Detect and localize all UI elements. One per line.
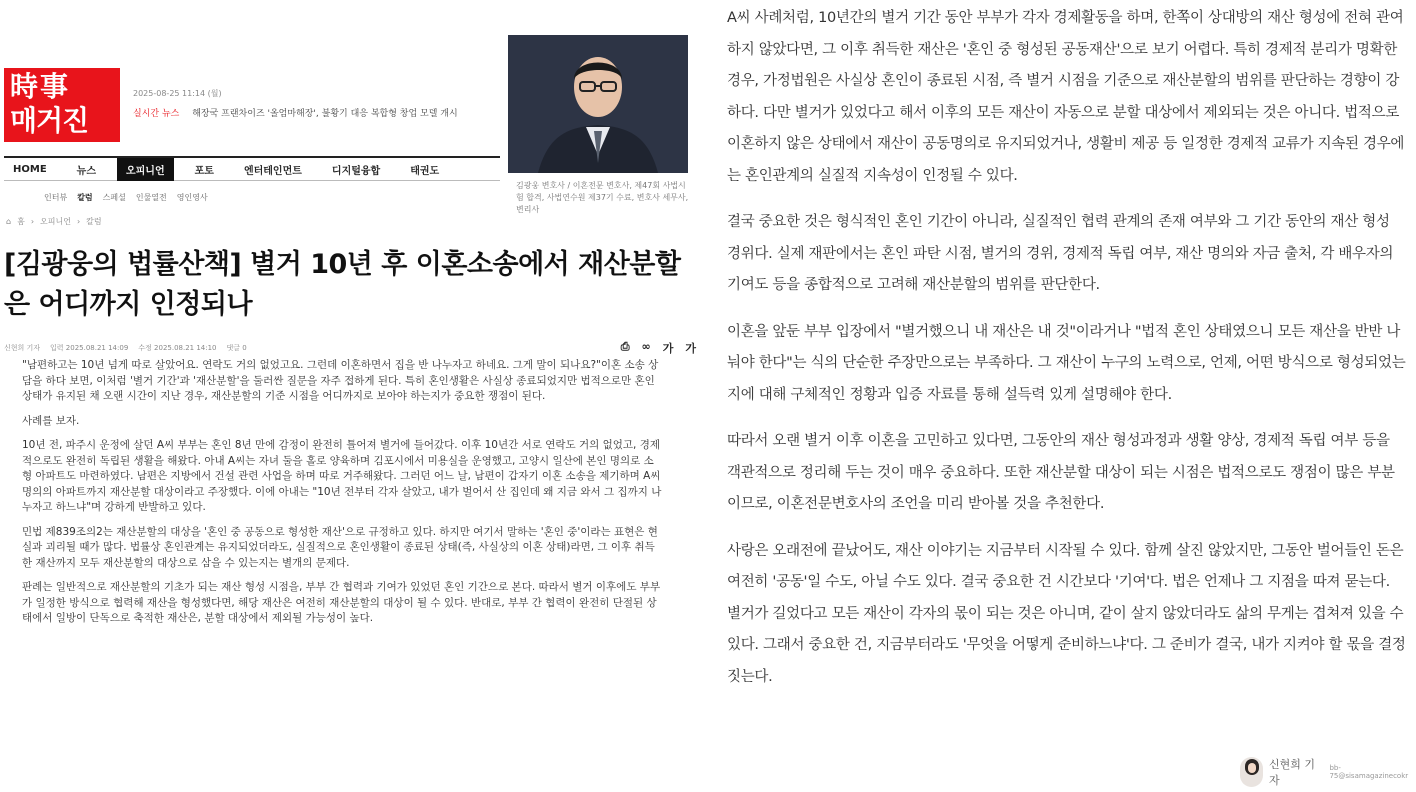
reporter-signature xyxy=(1240,756,1416,788)
reporter-name: 신현희 기자 xyxy=(1269,758,1316,787)
paragraph: A씨 사례처럼, 10년간의 별거 기간 동안 부부가 각자 경제활동을 하며, 한쪽이 상대방의 재산 형성에 전혀 관여하지 않았다면, 그 이후 취득한 재산은 '혼인 중 형성된 공동재산'으로 보기 어렵다. 특히 경제적 분리가 명확한 경우, 가정법원은 사실상 혼인이 종료된 시점, 즉 별거 시점을 기준으로 재산분할의 범위를 판단하는 경향이 강하다. 다만 별거가 있었다고 해서 이후의 모든 재산이 자동으로 분할 대상에서 제외되는 것은 아니다. 법적으로 이혼하지 않은 상태에서 재산이 공동명의로 유지되었거나, 생활비 제공 등 일정한 경제적 교류가 지속된 경우에는 혼인관계의 실질적 지속성이 인정될 수 있다. xyxy=(727,10,1405,184)
paragraph: 사례를 보자. xyxy=(22,414,80,427)
chevron-right-icon: › xyxy=(76,217,81,226)
subnav-special[interactable]: 스페셜 xyxy=(102,193,126,202)
article-body-left xyxy=(22,358,662,636)
ticker-text[interactable]: 해장국 프랜차이즈 '올엄마해장', 불황기 대응 복합형 창업 모델 개시 xyxy=(192,109,458,119)
portrait-illustration xyxy=(508,35,688,173)
nav-opinion[interactable]: 오피니언 xyxy=(117,158,174,181)
link-icon[interactable]: ∞ xyxy=(641,340,651,353)
subnav-people[interactable]: 인물열전 xyxy=(135,193,167,202)
logo-line1: 時事 xyxy=(10,70,71,103)
paragraph: 따라서 오랜 별거 이후 이혼을 고민하고 있다면, 그동안의 재산 형성과정과 생활 양상, 경제적 독립 여부 등을 객관적으로 정리해 두는 것이 매우 중요하다. 또한 재산분할 대상이 되는 시점은 법적으로도 쟁점이 많은 부분이므로, 이혼전문변호사의 조언을 미리 받아볼 것을 추천한다. xyxy=(727,433,1395,512)
home-icon[interactable]: ⌂ xyxy=(6,217,12,226)
avatar xyxy=(1240,757,1263,787)
paragraph: 민법 제839조의2는 재산분할의 대상을 '혼인 중 공동으로 형성한 재산'으로 규정하고 있다. 하지만 여기서 말하는 '혼인 중'이라는 표현은 현실과 괴리될 때가 많다. 법률상 혼인관계는 유지되었더라도, 실질적으로 혼인생활이 종료된 상태(즉, 사실상의 이혼 상태)라면, 그 이후 취득한 재산까지 모두 재산분할의 대상으로 삼을 수 있는지는 별개의 문제다. xyxy=(22,525,658,569)
left-article-panel xyxy=(0,0,700,792)
paragraph: 사랑은 오래전에 끝났어도, 재산 이야기는 지금부터 시작될 수 있다. 함께 살진 않았지만, 그동안 벌어들인 돈은 여전히 '공동'일 수도, 아닐 수도 있다. 결국 중요한 건 시간보다 '기여'다. 법은 언제나 그 지점을 따져 묻는다. 별거가 길었다고 모든 재산이 각자의 몫이 되는 것은 아니며, 같이 살지 않았더라도 삶의 무게는 겹쳐져 있을 수 있다. 그래서 중요한 건, 지금부터라도 '무엇을 어떻게 준비하느냐'다. 그 준비가 결국, 내가 지켜야 할 몫을 결정짓는다. xyxy=(727,542,1406,685)
subnav-interview[interactable]: 인터뷰 xyxy=(44,193,68,202)
paragraph: 이혼을 앞둔 부부 입장에서 "별거했으니 내 재산은 내 것"이라거나 "법적 혼인 상태였으니 모든 재산을 반반 나눠야 한다"는 식의 단순한 주장만으로는 부족하다. 그 재산이 누구의 노력으로, 언제, 어떤 방식으로 형성되었는지에 대해 구체적인 정황과 입증 자료를 통해 설득력 있게 설명해야 한다. xyxy=(727,323,1406,403)
site-logo[interactable] xyxy=(4,68,120,142)
paragraph: 10년 전, 파주시 운정에 살던 A씨 부부는 혼인 8년 만에 감정이 완전히 틀어져 별거에 들어갔다. 이후 10년간 서로 연락도 거의 없었고, 경제적으로도 완전히 독립된 생활을 해왔다. 아내 A씨는 자녀 둘을 홀로 양육하며 김포시에서 미용실을 운영했고, 고양시 일산에 본인 명의로 소형 아파트도 마련하였다. 남편은 지방에서 건설 관련 사업을 하며 따로 거주해왔다. 그러던 어느 날, 남편이 갑자기 이혼 소송을 제기하며 A씨 명의의 아파트까지 재산분할 대상이라고 주장했다. 이에 아내는 "10년 전부터 각자 살았고, 내가 벌어서 산 집인데 왜 지금 와서 그 집까지 나누자고 하느냐"며 강하게 반발하고 있다. xyxy=(22,439,662,513)
nav-entertainment[interactable]: 엔터테인먼트 xyxy=(243,165,302,177)
comment-count[interactable]: 댓글 0 xyxy=(226,344,247,352)
nav-digital[interactable]: 디지털융합 xyxy=(331,165,381,177)
print-icon[interactable]: ⎙ xyxy=(620,340,630,353)
main-navigation xyxy=(4,156,500,181)
nav-news[interactable]: 뉴스 xyxy=(76,165,96,177)
paragraph: 결국 중요한 것은 형식적인 혼인 기간이 아니라, 실질적인 협력 관계의 존재 여부와 그 기간 동안의 재산 형성 경위다. 실제 재판에서는 혼인 파탄 시점, 별거의 경위, 경제적 독립 여부, 재산 명의와 자금 출처, 각 배우자의 기여도 등을 종합적으로 고려해 재산분할의 범위를 판단한다. xyxy=(727,214,1394,293)
font-small-button[interactable]: 가 xyxy=(662,342,674,355)
subnav-column[interactable]: 칼럼 xyxy=(77,193,93,202)
nav-photo[interactable]: 포토 xyxy=(194,165,214,177)
header-datetime: 2025-08-25 11:14 (월) xyxy=(133,89,222,98)
modified-time: 수정 2025.08.21 14:10 xyxy=(138,344,217,352)
article-tools xyxy=(621,340,696,356)
logo-line2: 매거진 xyxy=(10,104,89,137)
article-meta xyxy=(4,340,696,356)
breadcrumb-opinion[interactable]: 오피니언 xyxy=(40,217,71,226)
photo-caption: 김광웅 변호사 / 이혼전문 변호사, 제47회 사법시험 합격, 사법연수원 제37기 수료, 변호사 세무사, 변리사 xyxy=(516,181,689,214)
breadcrumb-column[interactable]: 칼럼 xyxy=(86,217,102,226)
nav-home[interactable]: HOME xyxy=(13,163,47,175)
author-byline: 신현희 기자 xyxy=(4,344,41,352)
breadcrumb-home[interactable]: 홈 xyxy=(17,217,25,226)
article-body-right xyxy=(727,0,1407,708)
reporter-email[interactable]: bb-75@sisamagazinecokr xyxy=(1329,764,1409,780)
subnav-misc[interactable]: 영인영사 xyxy=(176,193,208,202)
article-headline: [김광웅의 법률산책] 별거 10년 후 이혼소송에서 재산분할은 어디까지 인정되나 xyxy=(4,249,681,320)
chevron-right-icon: › xyxy=(30,217,35,226)
paragraph: 판례는 일반적으로 재산분할의 기초가 되는 재산 형성 시점을, 부부 간 협력과 기여가 있었던 혼인 기간으로 본다. 따라서 별거 이후에도 부부가 일정한 방식으로 협력해 재산을 형성했다면, 해당 재산은 여전히 재산분할의 대상이 될 수 있다. 반대로, 부부 간 협력이 완전히 단절된 상태에서 일방이 단독으로 축적한 재산은, 분할 대상에서 제외될 가능성이 높다. xyxy=(22,581,661,624)
news-ticker[interactable] xyxy=(133,106,458,119)
paragraph: "남편하고는 10년 넘게 따로 살았어요. 연락도 거의 없었고요. 그런데 이혼하면서 집을 반 나누자고 하네요. 그게 말이 되나요?"이혼 소송 상담을 하다 보면, 이처럼 '별거 기간'과 '재산분할'을 둘러싼 질문을 자주 접하게 된다. 특히 혼인생활은 사실상 종료되었지만 법적으로만 혼인 상태가 유지된 채 오랜 시간이 지난 경우, 재산분할의 기준 시점을 어디까지로 보아야 하는지가 중요한 쟁점이 된다. xyxy=(22,359,659,402)
font-large-button[interactable]: 가 xyxy=(685,342,696,355)
posted-time: 입력 2025.08.21 14:09 xyxy=(50,344,129,352)
nav-taekwondo[interactable]: 태권도 xyxy=(410,165,440,177)
breadcrumb xyxy=(6,216,102,227)
ticker-label: 실시간 뉴스 xyxy=(133,109,180,119)
sub-navigation xyxy=(44,192,208,203)
author-photo xyxy=(508,35,688,173)
